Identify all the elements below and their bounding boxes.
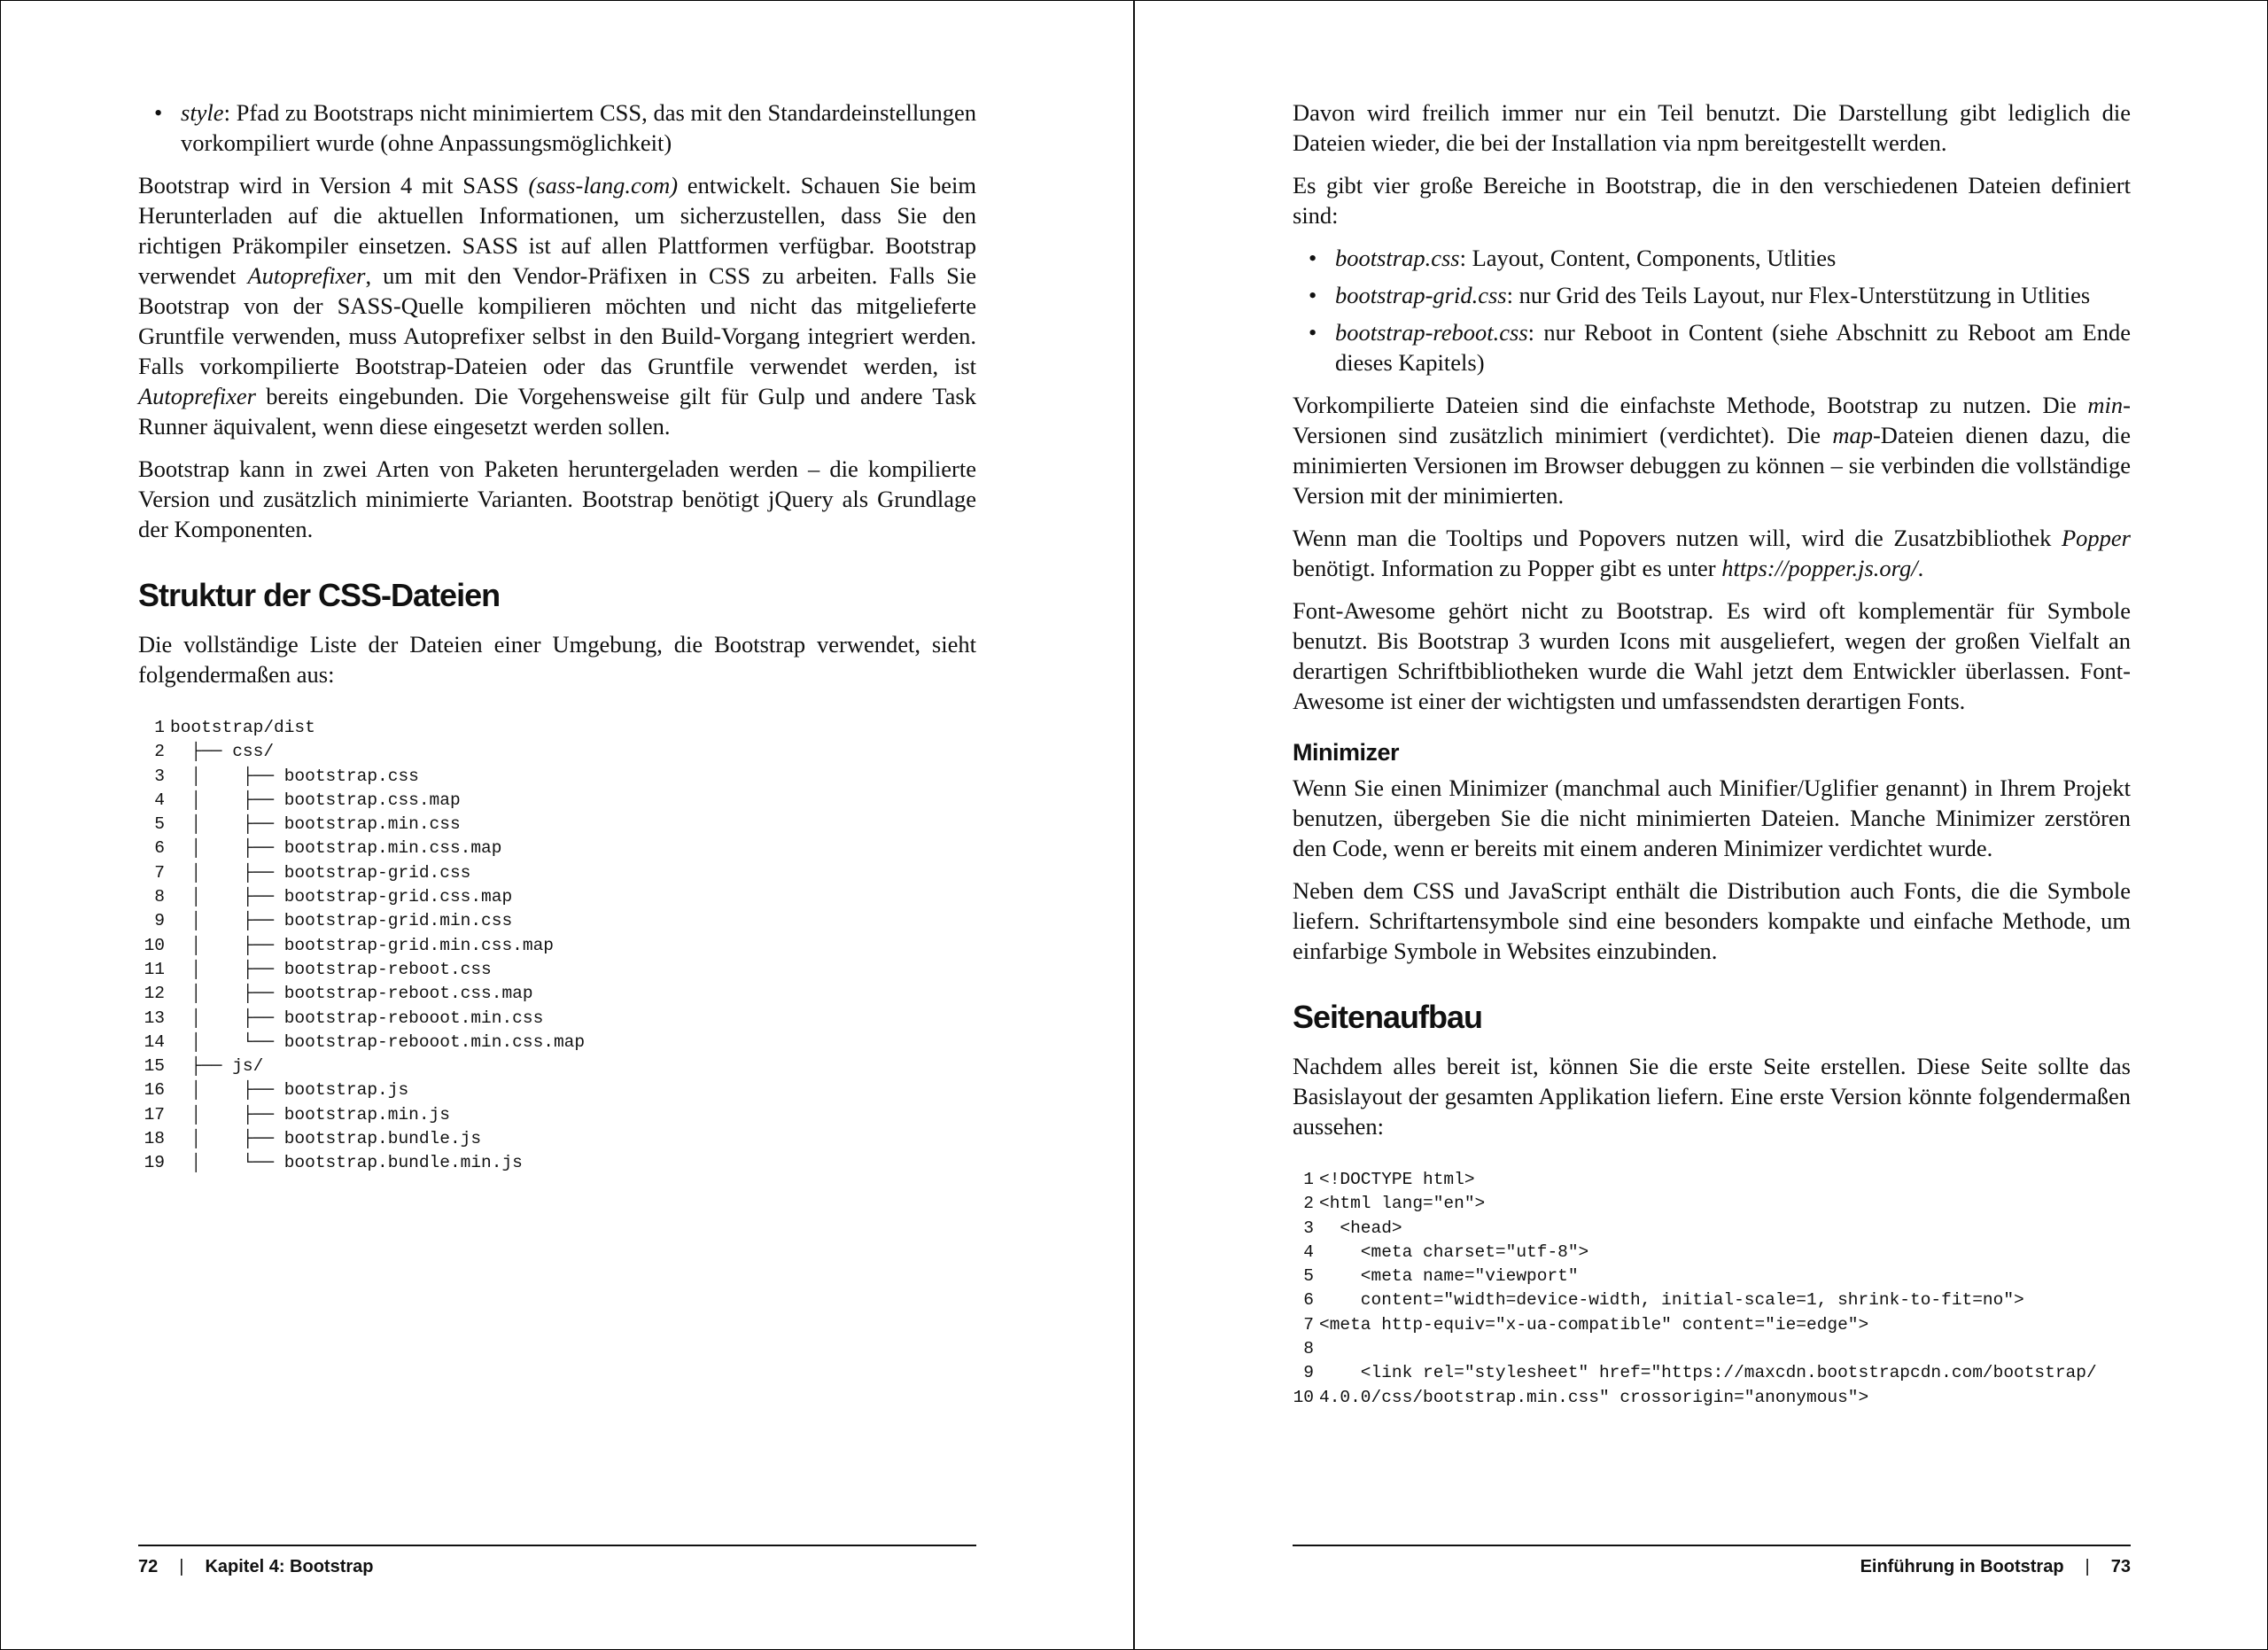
paragraph-popper <box>1293 523 2131 583</box>
code-line-text: │ ├── bootstrap-grid.css <box>170 862 471 883</box>
code-line-number: 19 <box>144 1153 165 1173</box>
code-line <box>138 982 976 1006</box>
code-line-text: │ ├── bootstrap-grid.min.css <box>170 911 513 931</box>
bullet-text: : nur Grid des Teils Layout, nur Flex-Unterstützung in Utlities <box>1506 282 2091 308</box>
bullet-dot-icon: • <box>154 99 163 126</box>
term-map: map <box>1832 422 1873 448</box>
bullet-text: : Layout, Content, Components, Utlities <box>1459 245 1837 271</box>
code-line-number: 10 <box>1293 1387 1314 1407</box>
code-line-number: 17 <box>144 1104 165 1125</box>
code-line <box>138 740 976 764</box>
code-line-text: │ ├── bootstrap-grid.min.css.map <box>170 935 554 955</box>
code-line <box>138 1151 976 1175</box>
code-line-number: 12 <box>144 984 165 1004</box>
left-page-footer <box>138 1553 976 1581</box>
code-line-text: ├── js/ <box>170 1056 264 1077</box>
bullet-item-style <box>138 97 976 158</box>
code-line-text: <meta name="viewport" <box>1319 1266 1579 1287</box>
code-line-text: <meta charset="utf-8"> <box>1319 1241 1589 1262</box>
code-line-text: 4.0.0/css/bootstrap.min.css" crossorigin="anonymous"> <box>1319 1387 1869 1407</box>
code-line <box>138 1055 976 1078</box>
chapter-title: Kapitel 4: Bootstrap <box>205 1557 374 1576</box>
code-line-number: 7 <box>1303 1314 1314 1335</box>
paragraph-minimizer: Wenn Sie einen Minimizer (manchmal auch Minifier/Uglifier genannt) in Ihrem Projekt benutzen, übergeben Sie die nicht minimierten Dateien. Manche Minimizer zerstören den Code, wenn er bereits mit einem anderen Minimizer verdichtet wurde. <box>1293 774 2131 861</box>
term-autoprefixer: Autoprefixer <box>247 262 366 289</box>
bullet-item <box>1293 317 2131 377</box>
code-line <box>1293 1337 2131 1361</box>
popper-link-text: https://popper.js.org/ <box>1721 555 1918 581</box>
code-line-number: 3 <box>1303 1218 1314 1238</box>
code-line-number: 14 <box>144 1031 165 1052</box>
bullet-dot-icon: • <box>1309 245 1317 271</box>
subheading-minimizer: Minimizer <box>1293 739 1400 766</box>
code-line <box>138 1031 976 1055</box>
code-line <box>1293 1241 2131 1265</box>
page-number: 73 <box>2110 1557 2131 1576</box>
code-line-number: 8 <box>154 887 165 907</box>
paragraph-sass <box>138 170 976 441</box>
text-run: Wenn man die Tooltips und Popovers nutzen will, wird die Zusatzbibliothek <box>1293 525 2062 551</box>
bullet-term: bootstrap-grid.css <box>1335 282 1507 308</box>
code-line-number: 5 <box>1303 1266 1314 1287</box>
code-line <box>138 1078 976 1102</box>
code-line-number: 4 <box>1303 1241 1314 1262</box>
paragraph-precompiled <box>1293 390 2131 510</box>
code-line <box>138 813 976 837</box>
code-line-text: │ ├── bootstrap.css <box>170 766 419 786</box>
page-number: 72 <box>138 1557 159 1576</box>
bullet-text: : Pfad zu Bootstraps nicht minimiertem CSS, das mit den Standardeinstellungen vorkompiliert wurde (ohne Anpassungsmöglichkeit) <box>181 99 976 156</box>
code-line-number: 2 <box>154 742 165 762</box>
code-line-text: content="width=device-width, initial-scale=1, shrink-to-fit=no"> <box>1319 1290 2024 1311</box>
text-run: bereits eingebunden. Die Vorgehensweise gilt für Gulp und andere Task Runner äquivalent, wenn diese eingesetzt werden sollen. <box>138 383 976 440</box>
code-line <box>138 909 976 933</box>
code-line <box>1293 1168 2131 1192</box>
paragraph-fonts: Neben dem CSS und JavaScript enthält die Distribution auch Fonts, die die Symbole liefern. Schriftartensymbole sind eine besonders kompakte und einfache Methode, um einfarbige Symbole in Websites einzubinden. <box>1293 877 2131 964</box>
paragraph-packages: Bootstrap kann in zwei Arten von Paketen heruntergeladen werden – die kompilierte Version und zusätzlich minimierte Varianten. Bootstrap benötigt jQuery als Grundlage der Komponenten. <box>138 455 976 542</box>
paragraph-first-page: Nachdem alles bereit ist, können Sie die erste Seite erstellen. Diese Seite sollte das Basislayout der gesamten Applikation liefern. Eine erste Version könnte folgendermaßen aussehen: <box>1293 1053 2131 1140</box>
code-line-text: │ ├── bootstrap-grid.css.map <box>170 887 513 907</box>
term-popper: Popper <box>2061 525 2131 551</box>
code-listing-dist-tree <box>138 716 976 1176</box>
text-run: -Dateien dienen dazu, die minimierten Versionen im Browser debuggen zu können – sie verbinden die vollständige Version mit der minimierten. <box>1293 422 2131 509</box>
code-line-number: 15 <box>144 1056 165 1077</box>
code-line <box>138 716 976 740</box>
bullet-dot-icon: • <box>1309 282 1317 308</box>
footer-separator: | <box>179 1557 184 1576</box>
term-autoprefixer: Autoprefixer <box>138 383 256 409</box>
paragraph-font-awesome: Font-Awesome gehört nicht zu Bootstrap. Es wird oft komplementär für Symbole benutzt. Bis Bootstrap 3 wurden Icons mit ausgeliefert, wegen der großen Vielfalt an derartigen Schriftbibliotheken wurde die Wahl jetzt dem Entwickler überlassen. Font-Awesome ist einer der wichtigsten und umfassendsten derartigen Fonts. <box>1293 597 2131 714</box>
code-line-text: ├── css/ <box>170 742 275 762</box>
left-page-content <box>138 97 976 1176</box>
code-line <box>138 837 976 860</box>
paragraph-four-areas: Es gibt vier große Bereiche in Bootstrap, die in den verschiedenen Dateien definiert sind: <box>1293 172 2131 229</box>
term-min: min <box>2087 392 2124 418</box>
code-line-text: <!DOCTYPE html> <box>1319 1170 1475 1189</box>
text-run: . <box>1917 555 1924 581</box>
code-line <box>138 1127 976 1151</box>
code-line-number: 9 <box>154 911 165 931</box>
code-line-text: │ ├── bootstrap-rebooot.min.css <box>170 1008 544 1028</box>
code-line-number: 4 <box>154 790 165 810</box>
code-line-text: │ ├── bootstrap.min.css <box>170 814 461 835</box>
code-line <box>1293 1288 2131 1312</box>
code-line <box>1293 1386 2131 1410</box>
bullet-text: : nur Reboot in Content (siehe Abschnitt zu Reboot am Ende dieses Kapitels) <box>1335 319 2131 376</box>
code-line-number: 9 <box>1303 1363 1314 1383</box>
code-line <box>1293 1361 2131 1385</box>
text-run: Vorkompilierte Dateien sind die einfachste Methode, Bootstrap zu nutzen. Die <box>1293 392 2088 418</box>
code-line <box>1293 1217 2131 1241</box>
code-line-text: │ ├── bootstrap-reboot.css <box>170 959 492 979</box>
code-line <box>138 765 976 789</box>
code-line-text: <html lang="en"> <box>1319 1194 1486 1214</box>
code-line-number: 10 <box>144 935 165 955</box>
code-line <box>1293 1313 2131 1337</box>
footer-rule <box>1293 1545 2131 1546</box>
code-line-number: 6 <box>1303 1290 1314 1311</box>
text-run: benötigt. Information zu Popper gibt es unter <box>1293 555 1722 581</box>
intro-bullet-list <box>138 97 976 158</box>
code-line-number: 6 <box>154 838 165 859</box>
left-page <box>0 0 1133 1650</box>
css-files-bullet-list <box>1293 243 2131 377</box>
bullet-term: bootstrap-reboot.css <box>1335 319 1528 346</box>
text-run: -Versionen sind zusätzlich minimiert (verdichtet). Die <box>1293 392 2131 448</box>
code-line-number: 1 <box>154 718 165 737</box>
code-line-number: 13 <box>144 1008 165 1028</box>
code-line-text: │ ├── bootstrap-reboot.css.map <box>170 984 533 1004</box>
code-line-text <box>1319 1337 2131 1361</box>
code-line-number: 1 <box>1303 1170 1314 1189</box>
paragraph-npm-files: Davon wird freilich immer nur ein Teil benutzt. Die Darstellung gibt lediglich die Dateien wieder, die bei der Installation via npm bereitgestellt werden. <box>1293 99 2131 156</box>
code-line-number: 16 <box>144 1080 165 1101</box>
code-line-text: │ ├── bootstrap.min.js <box>170 1104 450 1125</box>
code-line <box>138 861 976 885</box>
code-line-text: │ └── bootstrap.bundle.min.js <box>170 1153 523 1173</box>
code-line-number: 8 <box>1303 1339 1314 1359</box>
code-line-text: │ ├── bootstrap.min.css.map <box>170 838 502 859</box>
footer-separator: | <box>2085 1557 2090 1576</box>
code-line <box>1293 1192 2131 1216</box>
paragraph-file-list-intro: Die vollständige Liste der Dateien einer Umgebung, die Bootstrap verwendet, sieht folgendermaßen aus: <box>138 631 976 688</box>
bullet-term: style <box>181 99 224 126</box>
code-line-number: 2 <box>1303 1194 1314 1214</box>
code-line-number: 11 <box>144 959 165 979</box>
section-heading-page-structure: Seitenaufbau <box>1293 999 1483 1035</box>
code-line <box>138 885 976 909</box>
code-line-text: <link rel="stylesheet" href="https://maxcdn.bootstrapcdn.com/bootstrap/ <box>1319 1363 2097 1383</box>
code-line-number: 18 <box>144 1129 165 1149</box>
code-line-text: <meta http-equiv="x-ua-compatible" content="ie=edge"> <box>1319 1314 1869 1335</box>
right-page-footer <box>1293 1553 2131 1581</box>
code-line-text: │ ├── bootstrap.css.map <box>170 790 461 810</box>
code-line-text: │ └── bootstrap-rebooot.min.css.map <box>170 1031 586 1052</box>
right-page-content <box>1293 97 2131 1410</box>
code-line <box>138 1007 976 1031</box>
code-line-text: │ ├── bootstrap.bundle.js <box>170 1129 482 1149</box>
code-line <box>138 958 976 982</box>
text-run: entwickelt. Schauen Sie beim Herunterladen auf die aktuellen Informationen, um sicherzustellen, dass Sie den richtigen Präkompiler einsetzen. SASS ist auf allen Plattformen verfügbar. Bootstrap verwendet <box>138 172 976 289</box>
code-line-text: │ ├── bootstrap.js <box>170 1080 409 1101</box>
book-section-title: Einführung in Bootstrap <box>1860 1557 2064 1576</box>
code-line <box>1293 1265 2131 1288</box>
code-line-number: 5 <box>154 814 165 835</box>
footer-rule <box>138 1545 976 1546</box>
text-run: Bootstrap wird in Version 4 mit SASS <box>138 172 529 198</box>
text-run: , um mit den Vendor-Präfixen in CSS zu arbeiten. Falls Sie Bootstrap von der SASS-Quelle kompilieren möchten und nicht das mitgelieferte Gruntfile verwenden, muss Autoprefixer selbst in den Build-Vorgang integriert werden. Falls vorkompilierte Bootstrap-Dateien oder das Gruntfile verwendet werden, ist <box>138 262 976 379</box>
bullet-term: bootstrap.css <box>1335 245 1460 271</box>
code-listing-html <box>1293 1168 2131 1410</box>
code-line <box>138 789 976 813</box>
bullet-dot-icon: • <box>1309 319 1317 346</box>
bullet-item <box>1293 280 2131 310</box>
code-line-text: <head> <box>1319 1218 1402 1238</box>
section-heading-css-structure: Struktur der CSS-Dateien <box>138 577 501 613</box>
sass-link-text: (sass-lang.com) <box>528 172 679 198</box>
code-line-number: 3 <box>154 766 165 786</box>
right-page <box>1135 0 2268 1650</box>
bullet-item <box>1293 243 2131 273</box>
code-line <box>138 934 976 958</box>
code-line-number: 7 <box>154 862 165 883</box>
code-line <box>138 1103 976 1127</box>
code-line-text: bootstrap/dist <box>170 718 315 737</box>
